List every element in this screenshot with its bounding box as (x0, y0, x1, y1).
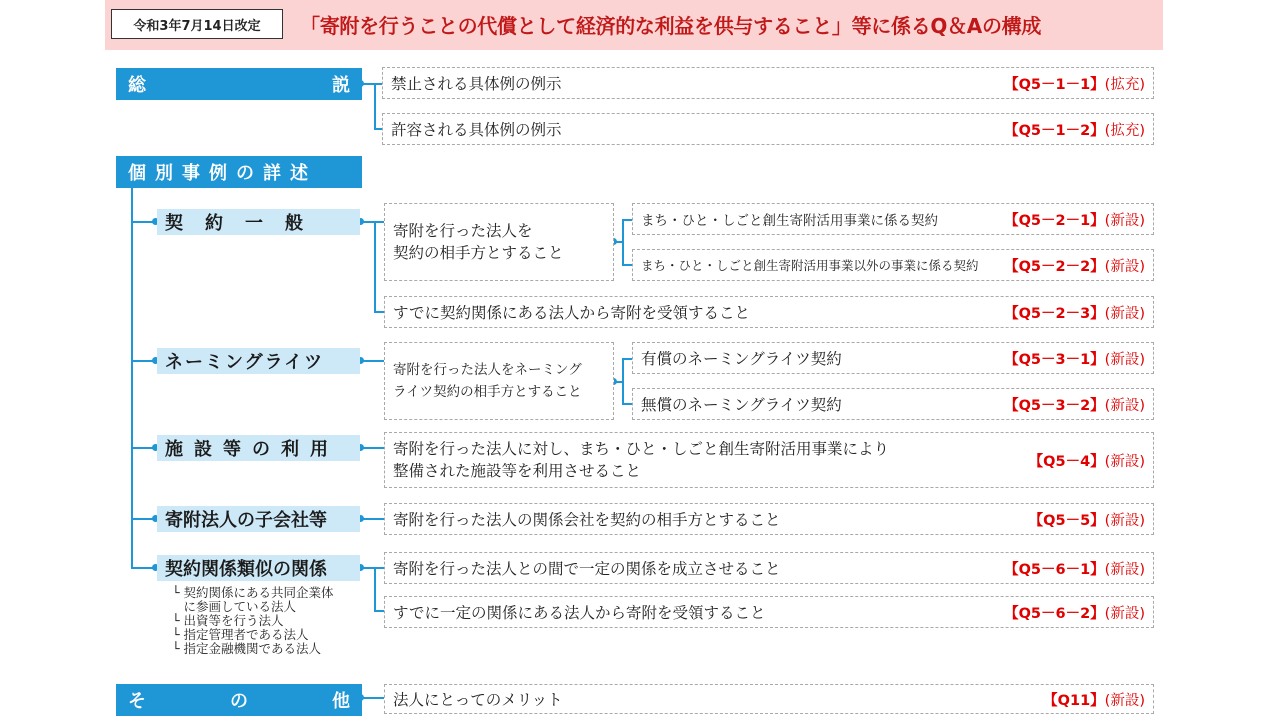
qa-box-q5-2-1[interactable]: まち・ひと・しごと創生寄附活用事業に係る契約 【Q5－2－1】(新設) (632, 203, 1154, 235)
contract-condition-box: 寄附を行った法人を 契約の相手方とすること (384, 203, 614, 281)
section-label-char: の (230, 691, 248, 712)
section-other (116, 684, 362, 716)
similar-note-item: └ 出資等を行う法人 (172, 613, 284, 628)
sub-subsidiary: 寄附法人の子会社等 (157, 506, 360, 532)
qa-box-q5-1-2[interactable]: 許容される具体例の例示 【Q5－1－2】(拡充) (382, 113, 1154, 145)
similar-note-item: └ 契約関係にある共同企業体 に参画している法人 (172, 585, 334, 614)
sub-contract: 契約一般 (157, 209, 360, 235)
qa-box-q5-3-1[interactable]: 有償のネーミングライツ契約 【Q5－3－1】(新設) (632, 342, 1154, 374)
qa-box-q5-6-2[interactable]: すでに一定の関係にある法人から寄附を受領すること 【Q5－6－2】(新設) (384, 596, 1154, 628)
qa-box-q5-2-2[interactable]: まち・ひと・しごと創生寄附活用事業以外の事業に係る契約 【Q5－2－2】(新設) (632, 249, 1154, 281)
qa-box-q5-6-1[interactable]: 寄附を行った法人との間で一定の関係を成立させること 【Q5－6－1】(新設) (384, 552, 1154, 584)
qa-box-q5-4[interactable]: 寄附を行った法人に対し、まち・ひと・しごと創生寄附活用事業により 整備された施設等を利用させること 【Q5－4】(新設) (384, 432, 1154, 488)
similar-note-item: └ 指定金融機関である法人 (172, 641, 322, 656)
page-title: 「寄附を行うことの代償として経済的な利益を供与すること」等に係るQ＆Aの構成 (300, 13, 1042, 38)
section-label-char: 他 (332, 691, 350, 712)
section-label-char: 説 (332, 75, 350, 96)
qa-box-q5-2-3[interactable]: すでに契約関係にある法人から寄附を受領すること 【Q5－2－3】(新設) (384, 296, 1154, 328)
section-label-char: 総 (128, 75, 146, 96)
naming-condition-box: 寄附を行った法人をネーミング ライツ契約の相手方とすること (384, 342, 614, 420)
sub-naming: ネーミングライツ (157, 348, 360, 374)
similar-note-item: └ 指定管理者である法人 (172, 627, 309, 642)
similar-notes-list (172, 586, 357, 656)
qa-box-q5-1-1[interactable]: 禁止される具体例の例示 【Q5－1－1】(拡充) (382, 67, 1154, 99)
revision-date-tag: 令和3年7月14日改定 (111, 9, 283, 39)
section-overview (116, 68, 362, 100)
qa-box-q5-3-2[interactable]: 無償のネーミングライツ契約 【Q5－3－2】(新設) (632, 388, 1154, 420)
section-details: 個別事例の詳述 (116, 156, 362, 188)
sub-similar: 契約関係類似の関係 (157, 555, 360, 581)
sub-facility: 施設等の利用 (157, 435, 360, 461)
section-label-char: そ (128, 691, 146, 712)
qa-box-q11[interactable]: 法人にとってのメリット 【Q11】(新設) (384, 684, 1154, 714)
qa-box-q5-5[interactable]: 寄附を行った法人の関係会社を契約の相手方とすること 【Q5－5】(新設) (384, 503, 1154, 535)
